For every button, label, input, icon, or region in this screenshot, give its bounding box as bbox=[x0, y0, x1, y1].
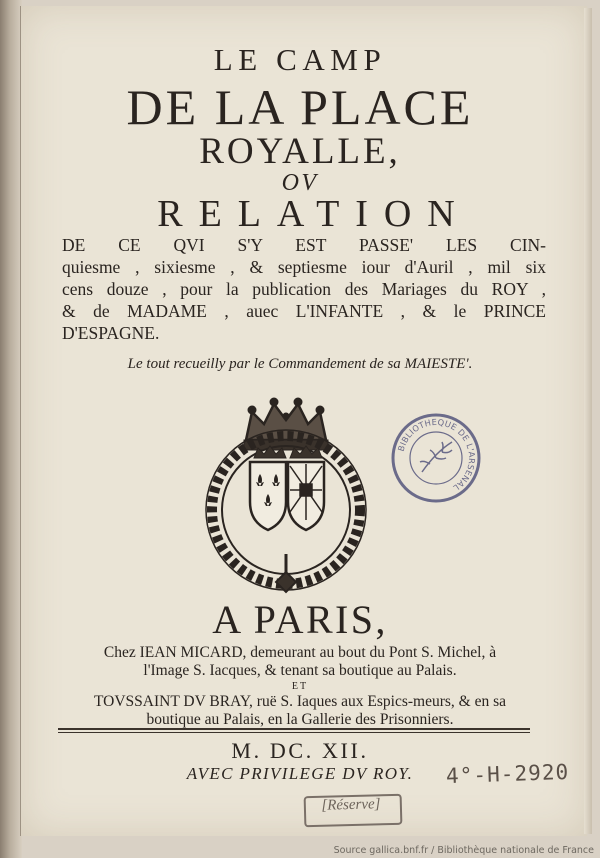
subtitle-line-1: DE CE QVI S'Y EST PASSE' LES CIN- bbox=[62, 235, 546, 255]
title-line-5: RELATION bbox=[157, 193, 471, 235]
imprint-place: A PARIS, bbox=[212, 597, 388, 642]
printer-line-2: l'Image S. Iacques, & tenant sa boutique au Palais. bbox=[143, 662, 457, 679]
title-line-1: LE CAMP bbox=[213, 42, 387, 77]
printer-line-3: TOVSSAINT DV BRAY, ruë S. Iaques aux Espics-meurs, & en sa bbox=[93, 693, 507, 710]
title-line-2: DE LA PLACE bbox=[126, 79, 474, 135]
commandment-note: Le tout recueilly par le Commandement de sa MAIESTE'. bbox=[127, 356, 473, 372]
subtitle-line-5: D'ESPAGNE. bbox=[62, 323, 160, 343]
imprint-et: ET bbox=[291, 681, 309, 692]
printer-line-1: Chez IEAN MICARD, demeurant au bout du Pont S. Michel, à bbox=[103, 644, 497, 661]
title-line-4: OV bbox=[281, 170, 319, 196]
subtitle-line-4: & de MADAME , auec L'INFANTE , & le PRINCE bbox=[62, 301, 546, 321]
title-line-3: ROYALLE, bbox=[199, 131, 401, 172]
royal-privilege: AVEC PRIVILEGE DV ROY. bbox=[186, 764, 414, 783]
subtitle-line-3: cens douze , pour la publication des Mariages du ROY , bbox=[62, 279, 546, 299]
rule-thick bbox=[58, 728, 530, 730]
reserve-stamp: [Réserve] bbox=[321, 796, 381, 814]
publication-date: M. DC. XII. bbox=[231, 738, 369, 763]
subtitle-block bbox=[62, 234, 546, 344]
subtitle-line-2: quiesme , sixiesme , & septiesme iour d'Auril , mil six bbox=[62, 257, 546, 277]
shelfmark: 4°-H-2920 bbox=[445, 759, 570, 789]
royal-arms-device bbox=[202, 394, 370, 594]
printer-line-4: boutique au Palais, en la Gallerie des Prisonniers. bbox=[146, 711, 454, 728]
rule-thin bbox=[58, 732, 530, 733]
source-credit: Source gallica.bnf.fr / Bibliothèque nationale de France bbox=[333, 845, 594, 856]
stamp-text: BIBLIOTHEQUE DE L'ARSENAL bbox=[395, 416, 478, 494]
arsenal-library-stamp bbox=[390, 412, 482, 504]
